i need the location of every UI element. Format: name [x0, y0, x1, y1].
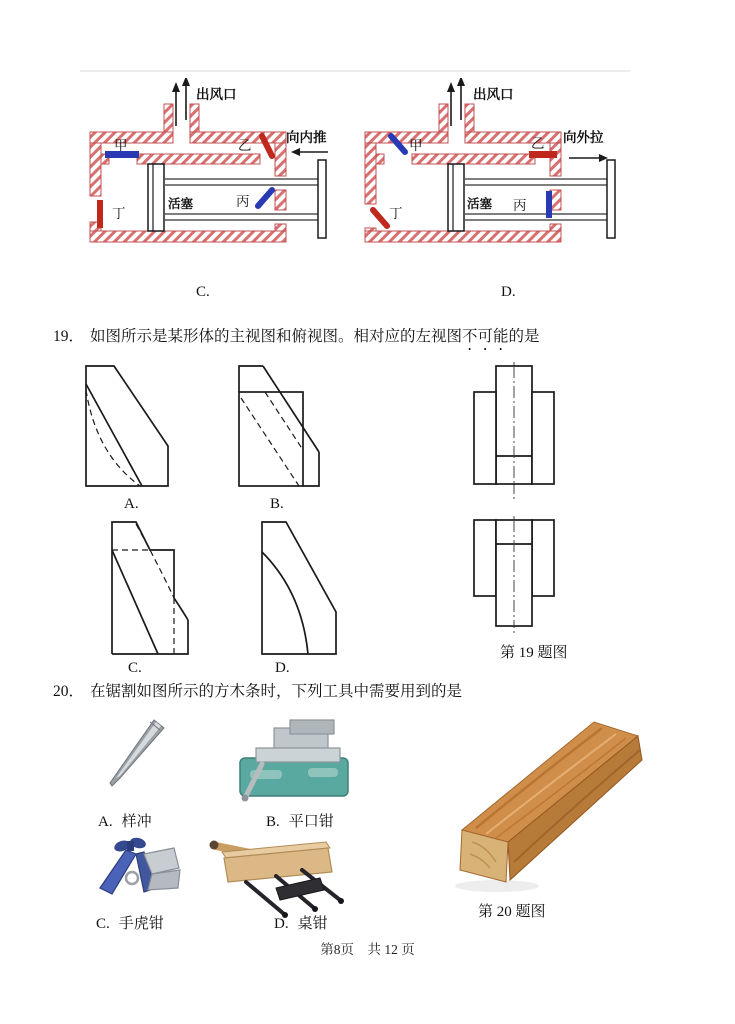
pump-d-outlet-label: 出风口: [473, 87, 514, 102]
pump-c-outlet-label: 出风口: [196, 87, 237, 102]
question-20-number: 20．: [53, 683, 85, 700]
q19-top-view-figure: [466, 514, 562, 636]
tool-d-name: 桌钳: [297, 916, 328, 932]
pump-c-drawing: [88, 78, 333, 250]
pump-d-action-label: 向外拉: [563, 130, 604, 145]
pump-d-piston-label: 活塞: [467, 197, 493, 211]
q19-option-b-label: B.: [270, 496, 284, 512]
pump-c-action-label: 向内推: [286, 130, 327, 145]
tool-center-punch-image: [90, 712, 185, 802]
q19-shape-option-d: [248, 518, 348, 660]
tool-b-name: 平口钳: [288, 814, 334, 830]
page-footer: 第8页 共 12 页: [320, 942, 415, 957]
tool-d-label: [274, 912, 328, 933]
q19-figure-caption: 第 19 题图: [500, 645, 568, 661]
q20-wood-bar-image: [452, 712, 652, 894]
pump-d-option-label: D.: [501, 284, 516, 300]
valve-bing-open: [258, 190, 272, 206]
tool-a-letter: A.: [98, 814, 113, 830]
tool-a-label: [98, 810, 152, 831]
pump-c-valve-yi-label: 乙: [238, 138, 252, 153]
question-20: [53, 679, 462, 701]
question-19-number: 19．: [53, 328, 85, 345]
q19-option-d-label: D.: [275, 660, 290, 676]
q19-front-view-figure: [466, 360, 562, 504]
valve-yi-closed: [529, 151, 557, 158]
pump-diagram-d: [363, 78, 618, 250]
tool-b-letter: B.: [266, 814, 280, 830]
q19-shape-option-b: [233, 362, 333, 490]
question-19-text-post: 的是: [508, 328, 540, 345]
pump-d-valve-ding-label: 丁: [389, 206, 403, 221]
pump-c-valve-jia-label: 甲: [114, 138, 128, 153]
q19-shape-option-c: [98, 518, 198, 660]
question-19-text-pre: 如图所示是某形体的主视图和俯视图。相对应的左视图: [90, 328, 463, 345]
scan-divider-line: [80, 70, 630, 72]
tool-machine-vise-image: [222, 708, 357, 806]
valve-ding-closed: [97, 200, 103, 228]
pump-d-valve-bing-label: 丙: [513, 198, 527, 213]
valve-ding-open: [373, 210, 387, 226]
pump-d-valve-jia-label: 甲: [409, 138, 423, 153]
tool-c-letter: C.: [96, 916, 110, 932]
pump-c-piston-label: 活塞: [168, 197, 194, 211]
q20-figure-caption: 第 20 题图: [478, 904, 546, 920]
tool-c-label: [96, 912, 164, 933]
q19-option-a-label: A.: [124, 496, 139, 512]
tool-hand-vise-image: [86, 836, 186, 908]
pump-d-valve-yi-label: 乙: [531, 136, 545, 151]
question-19-text-emphasized: 不可能: [462, 328, 509, 345]
pump-diagram-c: [88, 78, 333, 250]
q19-option-c-label: C.: [128, 660, 142, 676]
tool-d-letter: D.: [274, 916, 289, 932]
pump-c-option-label: C.: [196, 284, 210, 300]
pump-c-valve-ding-label: 丁: [112, 206, 126, 221]
tool-b-label: [266, 810, 334, 831]
tool-bench-clamp-image: [198, 832, 348, 918]
tool-c-name: 手虎钳: [118, 916, 164, 932]
q19-shape-option-a: [80, 362, 176, 490]
tool-a-name: 样冲: [121, 814, 152, 830]
valve-bing-closed: [546, 191, 552, 218]
pump-d-drawing: [363, 78, 618, 250]
question-20-text: 在锯割如图所示的方木条时，下列工具中需要用到的是: [90, 683, 463, 700]
pump-c-valve-bing-label: 丙: [236, 194, 250, 209]
question-19: [53, 324, 540, 354]
